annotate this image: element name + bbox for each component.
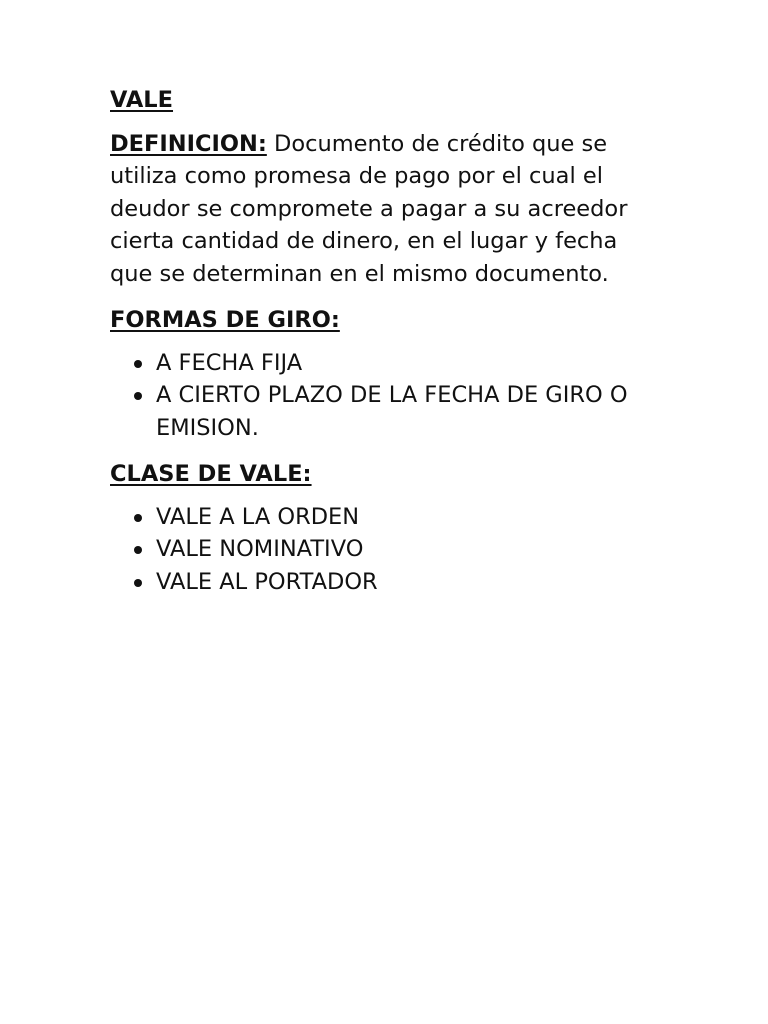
list-item-text: VALE A LA ORDEN bbox=[156, 503, 360, 530]
bullet-icon bbox=[134, 514, 142, 522]
list-item-text: VALE AL PORTADOR bbox=[156, 568, 378, 595]
definition-label: DEFINICION: bbox=[110, 130, 267, 157]
formas-de-giro-list bbox=[110, 347, 650, 445]
bullet-icon bbox=[134, 392, 142, 400]
clase-de-vale-heading: CLASE DE VALE: bbox=[110, 461, 312, 487]
formas-de-giro-heading: FORMAS DE GIRO: bbox=[110, 307, 340, 333]
definition-text: Documento de crédito que se utiliza como promesa de pago por el cual el deudor se compromete a pagar a su acreedor cierta cantidad de dinero, en el lugar y fecha que se determinan en el mismo documento. bbox=[110, 130, 628, 287]
list-item-text: VALE NOMINATIVO bbox=[156, 536, 364, 562]
bullet-icon bbox=[134, 360, 142, 368]
list-item bbox=[110, 347, 650, 380]
document-page bbox=[110, 84, 650, 611]
clase-de-vale-list bbox=[110, 501, 650, 599]
list-item-text: A CIERTO PLAZO DE LA FECHA DE GIRO O EMISION. bbox=[156, 382, 628, 441]
list-item bbox=[110, 533, 650, 566]
list-item bbox=[110, 501, 650, 534]
bullet-icon bbox=[134, 546, 142, 554]
definition-paragraph bbox=[110, 128, 650, 291]
document-title: VALE bbox=[110, 87, 174, 113]
list-item bbox=[110, 379, 650, 444]
bullet-icon bbox=[134, 579, 142, 587]
list-item-text: A FECHA FIJA bbox=[156, 349, 303, 376]
list-item bbox=[110, 566, 650, 599]
